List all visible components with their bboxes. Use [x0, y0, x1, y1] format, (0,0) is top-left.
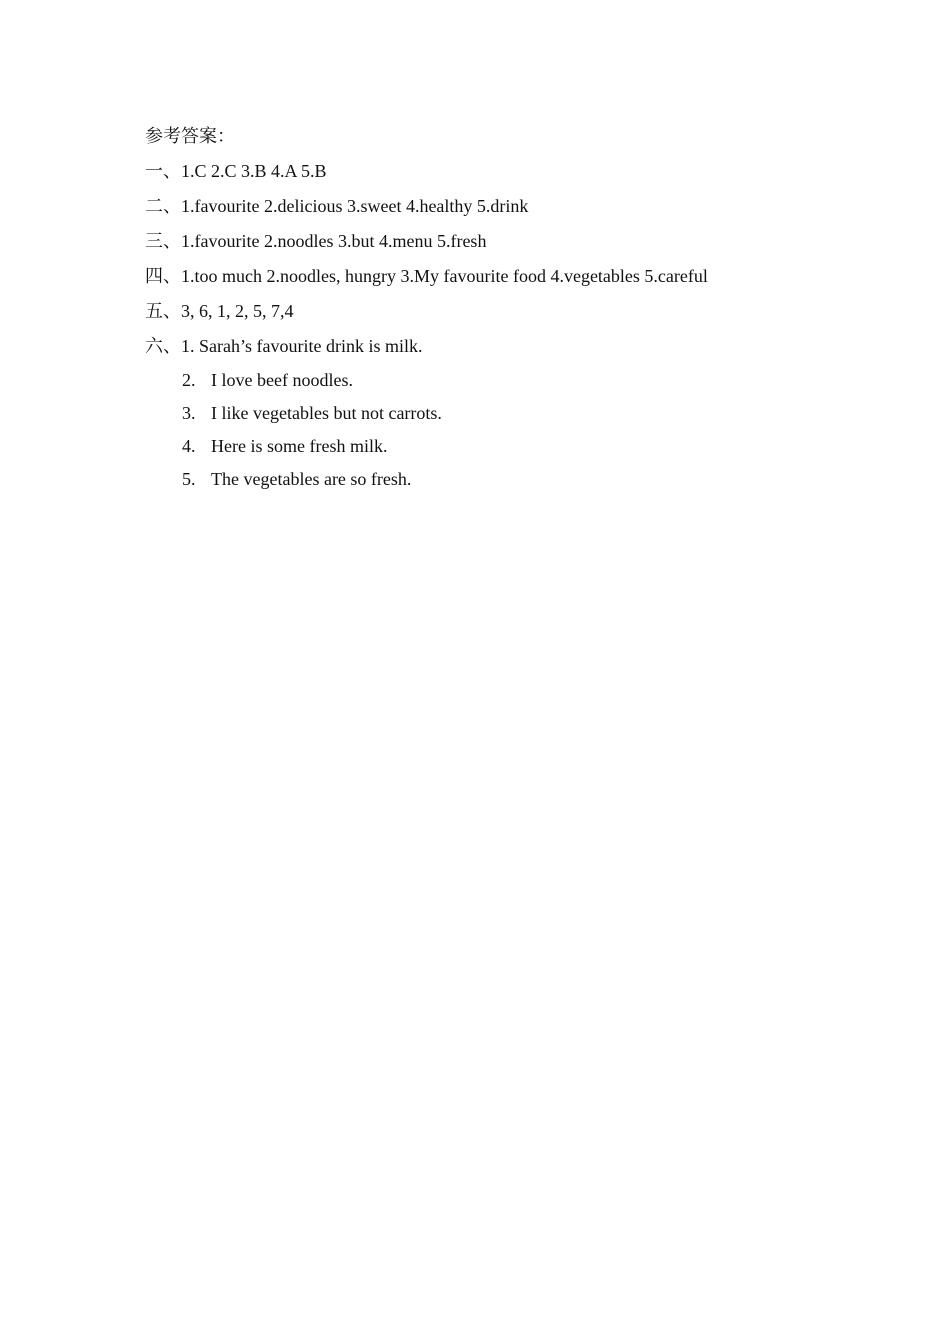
answer-key: [145, 124, 845, 501]
section-prefix: 四、: [145, 266, 181, 286]
list-item-text: Here is some fresh milk.: [211, 436, 388, 456]
list-item: [145, 369, 845, 402]
section-6-sentence-list: [145, 369, 845, 501]
list-item-number: 3.: [182, 403, 196, 423]
list-item: [145, 468, 845, 501]
list-item-text: I like vegetables but not carrots.: [211, 403, 442, 423]
section-1-answers: [145, 159, 845, 194]
section-prefix: 六、: [145, 336, 181, 356]
list-item-text: I love beef noodles.: [211, 370, 353, 390]
section-4-answers: [145, 264, 845, 299]
section-prefix: 一、: [145, 161, 181, 181]
list-item-text: The vegetables are so fresh.: [211, 469, 412, 489]
list-item: [145, 402, 845, 435]
section-5-answers: [145, 299, 845, 334]
list-item-number: 4.: [182, 436, 196, 456]
section-text: 1.favourite 2.delicious 3.sweet 4.healthy 5.drink: [181, 196, 529, 216]
section-text: 1.C 2.C 3.B 4.A 5.B: [181, 161, 327, 181]
section-text: 1. Sarah’s favourite drink is milk.: [181, 336, 423, 356]
section-6-answers: [145, 334, 845, 369]
section-3-answers: [145, 229, 845, 264]
section-2-answers: [145, 194, 845, 229]
section-prefix: 三、: [145, 231, 181, 251]
section-text: 1.too much 2.noodles, hungry 3.My favourite food 4.vegetables 5.careful: [181, 266, 708, 286]
section-prefix: 二、: [145, 196, 181, 216]
list-item-number: 5.: [182, 469, 196, 489]
answer-key-heading: 参考答案：: [145, 126, 235, 146]
list-item-number: 2.: [182, 370, 196, 390]
section-text: 1.favourite 2.noodles 3.but 4.menu 5.fresh: [181, 231, 487, 251]
section-text: 3, 6, 1, 2, 5, 7,4: [181, 301, 294, 321]
list-item: [145, 435, 845, 468]
section-prefix: 五、: [145, 301, 181, 321]
